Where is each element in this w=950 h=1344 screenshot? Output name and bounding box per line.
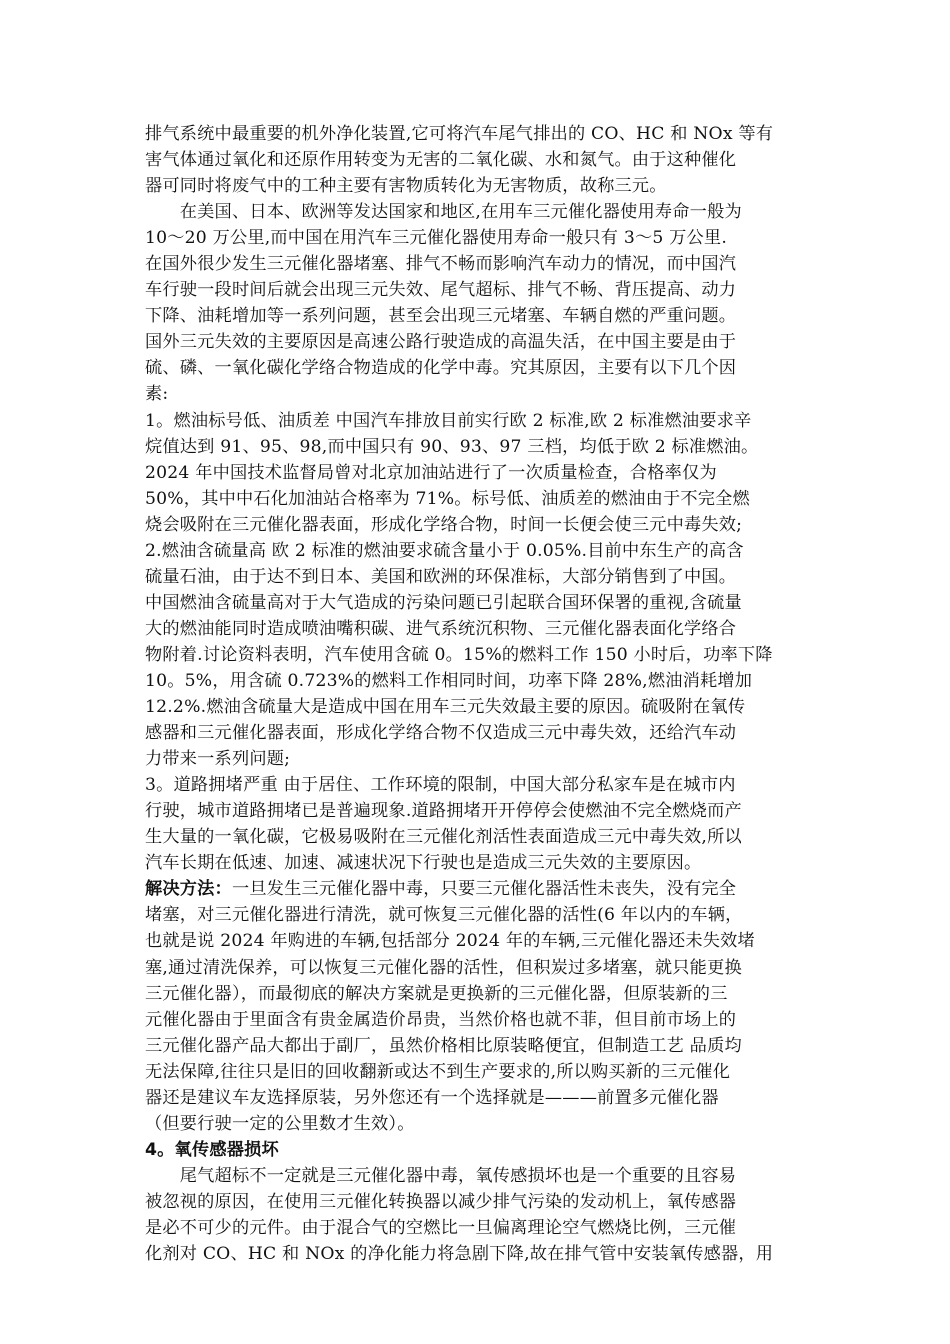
text-line: 器可同时将废气中的工种主要有害物质转化为无害物质，故称三元。 [145, 176, 667, 197]
text-line: 三元催化器），而最彻底的解决方案就是更换新的三元催化器，但原装新的三 [145, 983, 728, 1004]
text-line: 器还是建议车友选择原装，另外您还有一个选择就是———前置多元催化器 [145, 1087, 719, 1108]
text-line: 是必不可少的元件。由于混合气的空燃比一旦偏离理论空气燃烧比例，三元催 [145, 1217, 737, 1238]
text-line: 生大量的一氧化碳，它极易吸附在三元催化剂活性表面造成三元中毒失效,所以 [145, 827, 742, 848]
text-line: 无法保障,往往只是旧的回收翻新或达不到生产要求的,所以购买新的三元催化 [145, 1061, 731, 1082]
text-line: 害气体通过氧化和还原作用转变为无害的二氧化碳、水和氮气。由于这种催化 [145, 150, 737, 171]
text-run: 一旦发生三元催化器中毒，只要三元催化器活性未丧失，没有完全 [231, 879, 737, 900]
text-line: 硫量石油，由于达不到日本、美国和欧洲的环保准标，大部分销售到了中国。 [145, 566, 737, 587]
text-line [145, 876, 815, 902]
text-line: （但要行驶一定的公里数才生效）。 [145, 1113, 415, 1134]
text-line: 在国外很少发生三元催化器堵塞、排气不畅而影响汽车动力的情况，而中国汽 [145, 254, 737, 275]
text-line: 硫、磷、一氧化碳化学络合物造成的化学中毒。究其原因，主要有以下几个因 [145, 358, 737, 379]
body-text [145, 121, 815, 1267]
text-line: 感器和三元催化器表面，形成化学络合物不仅造成三元中毒失效，还给汽车动 [145, 723, 737, 744]
text-line: 2.燃油含硫量高 欧 2 标准的燃油要求硫含量小于 0.05%.目前中东生产的高含 [145, 540, 744, 561]
text-line: 力带来一系列问题; [145, 749, 291, 770]
text-line: 行驶，城市道路拥堵已是普遍现象.道路拥堵开开停停会使燃油不完全燃烧而产 [145, 801, 742, 822]
text-line: 堵塞，对三元催化器进行清洗，就可恢复三元催化器的活性(6 年以内的车辆， [145, 905, 743, 926]
text-line: 排气系统中最重要的机外净化装置,它可将汽车尾气排出的 CO、HC 和 NOx 等有 [145, 124, 774, 144]
text-line: 50%，其中中石化加油站合格率为 71%。标号低、油质差的燃油由于不完全燃 [145, 488, 750, 509]
text-line: 下降、油耗增加等一系列问题，甚至会出现三元堵塞、车辆自燃的严重问题。 [145, 306, 737, 327]
text-line: 物附着.讨论资料表明，汽车使用含硫 0。15%的燃料工作 150 小时后，功率下降 [145, 644, 773, 665]
section-heading: 解决方法： [145, 879, 232, 900]
text-line: 1。燃油标号低、油质差 中国汽车排放目前实行欧 2 标准,欧 2 标准燃油要求辛 [145, 410, 752, 431]
text-line: 车行驶一段时间后就会出现三元失效、尾气超标、排气不畅、背压提高、动力 [145, 280, 737, 301]
text-line: 烧会吸附在三元催化器表面，形成化学络合物，时间一长便会使三元中毒失效; [145, 514, 743, 535]
text-line: 在美国、日本、欧洲等发达国家和地区,在用车三元催化器使用寿命一般为 [145, 202, 742, 223]
text-line: 也就是说 2024 年购进的车辆,包括部分 2024 年的车辆,三元催化器还未失效堵 [145, 931, 755, 952]
text-line: 3。道路拥堵严重 由于居住、工作环境的限制，中国大部分私家车是在城市内 [145, 775, 736, 796]
text-line: 烷值达到 91、95、98,而中国只有 90、93、97 三档，均低于欧 2 标准燃油。 [145, 436, 759, 457]
text-line [145, 1137, 815, 1163]
section-heading: 4。氧传感器损坏 [145, 1139, 279, 1160]
text-line: 汽车长期在低速、加速、减速状况下行驶也是造成三元失效的主要原因。 [145, 853, 702, 874]
text-line: 化剂对 CO、HC 和 NOx 的净化能力将急剧下降,故在排气管中安装氧传感器，用 [145, 1244, 774, 1265]
text-line: 国外三元失效的主要原因是高速公路行驶造成的高温失活，在中国主要是由于 [145, 332, 737, 353]
text-line: 被忽视的原因，在使用三元催化转换器以减少排气污染的发动机上，氧传感器 [145, 1191, 737, 1212]
text-line: 元催化器由于里面含有贵金属造价昂贵，当然价格也就不菲，但目前市场上的 [145, 1009, 737, 1030]
text-line: 10～20 万公里,而中国在用汽车三元催化器使用寿命一般只有 3～5 万公里. [145, 228, 727, 249]
text-line: 尾气超标不一定就是三元催化器中毒，氧传感损坏也是一个重要的且容易 [145, 1165, 737, 1186]
text-line: 2024 年中国技术监督局曾对北京加油站进行了一次质量检查，合格率仅为 [145, 462, 717, 483]
text-line: 中国燃油含硫量高对于大气造成的污染问题已引起联合国环保署的重视,含硫量 [145, 592, 742, 613]
text-line: 10。5%，用含硫 0.723%的燃料工作相同时间，功率下降 28%,燃油消耗增加 [145, 670, 753, 691]
text-line: 素: [145, 384, 169, 405]
text-line: 12.2%.燃油含硫量大是造成中国在用车三元失效最主要的原因。硫吸附在氧传 [145, 697, 746, 718]
text-line: 大的燃油能同时造成喷油嘴积碳、进气系统沉积物、三元催化器表面化学络合 [145, 618, 737, 639]
text-line: 三元催化器产品大都出于副厂，虽然价格相比原装略便宜，但制造工艺 品质均 [145, 1035, 742, 1056]
text-line: 塞,通过清洗保养，可以恢复三元催化器的活性，但积炭过多堵塞，就只能更换 [145, 957, 742, 978]
